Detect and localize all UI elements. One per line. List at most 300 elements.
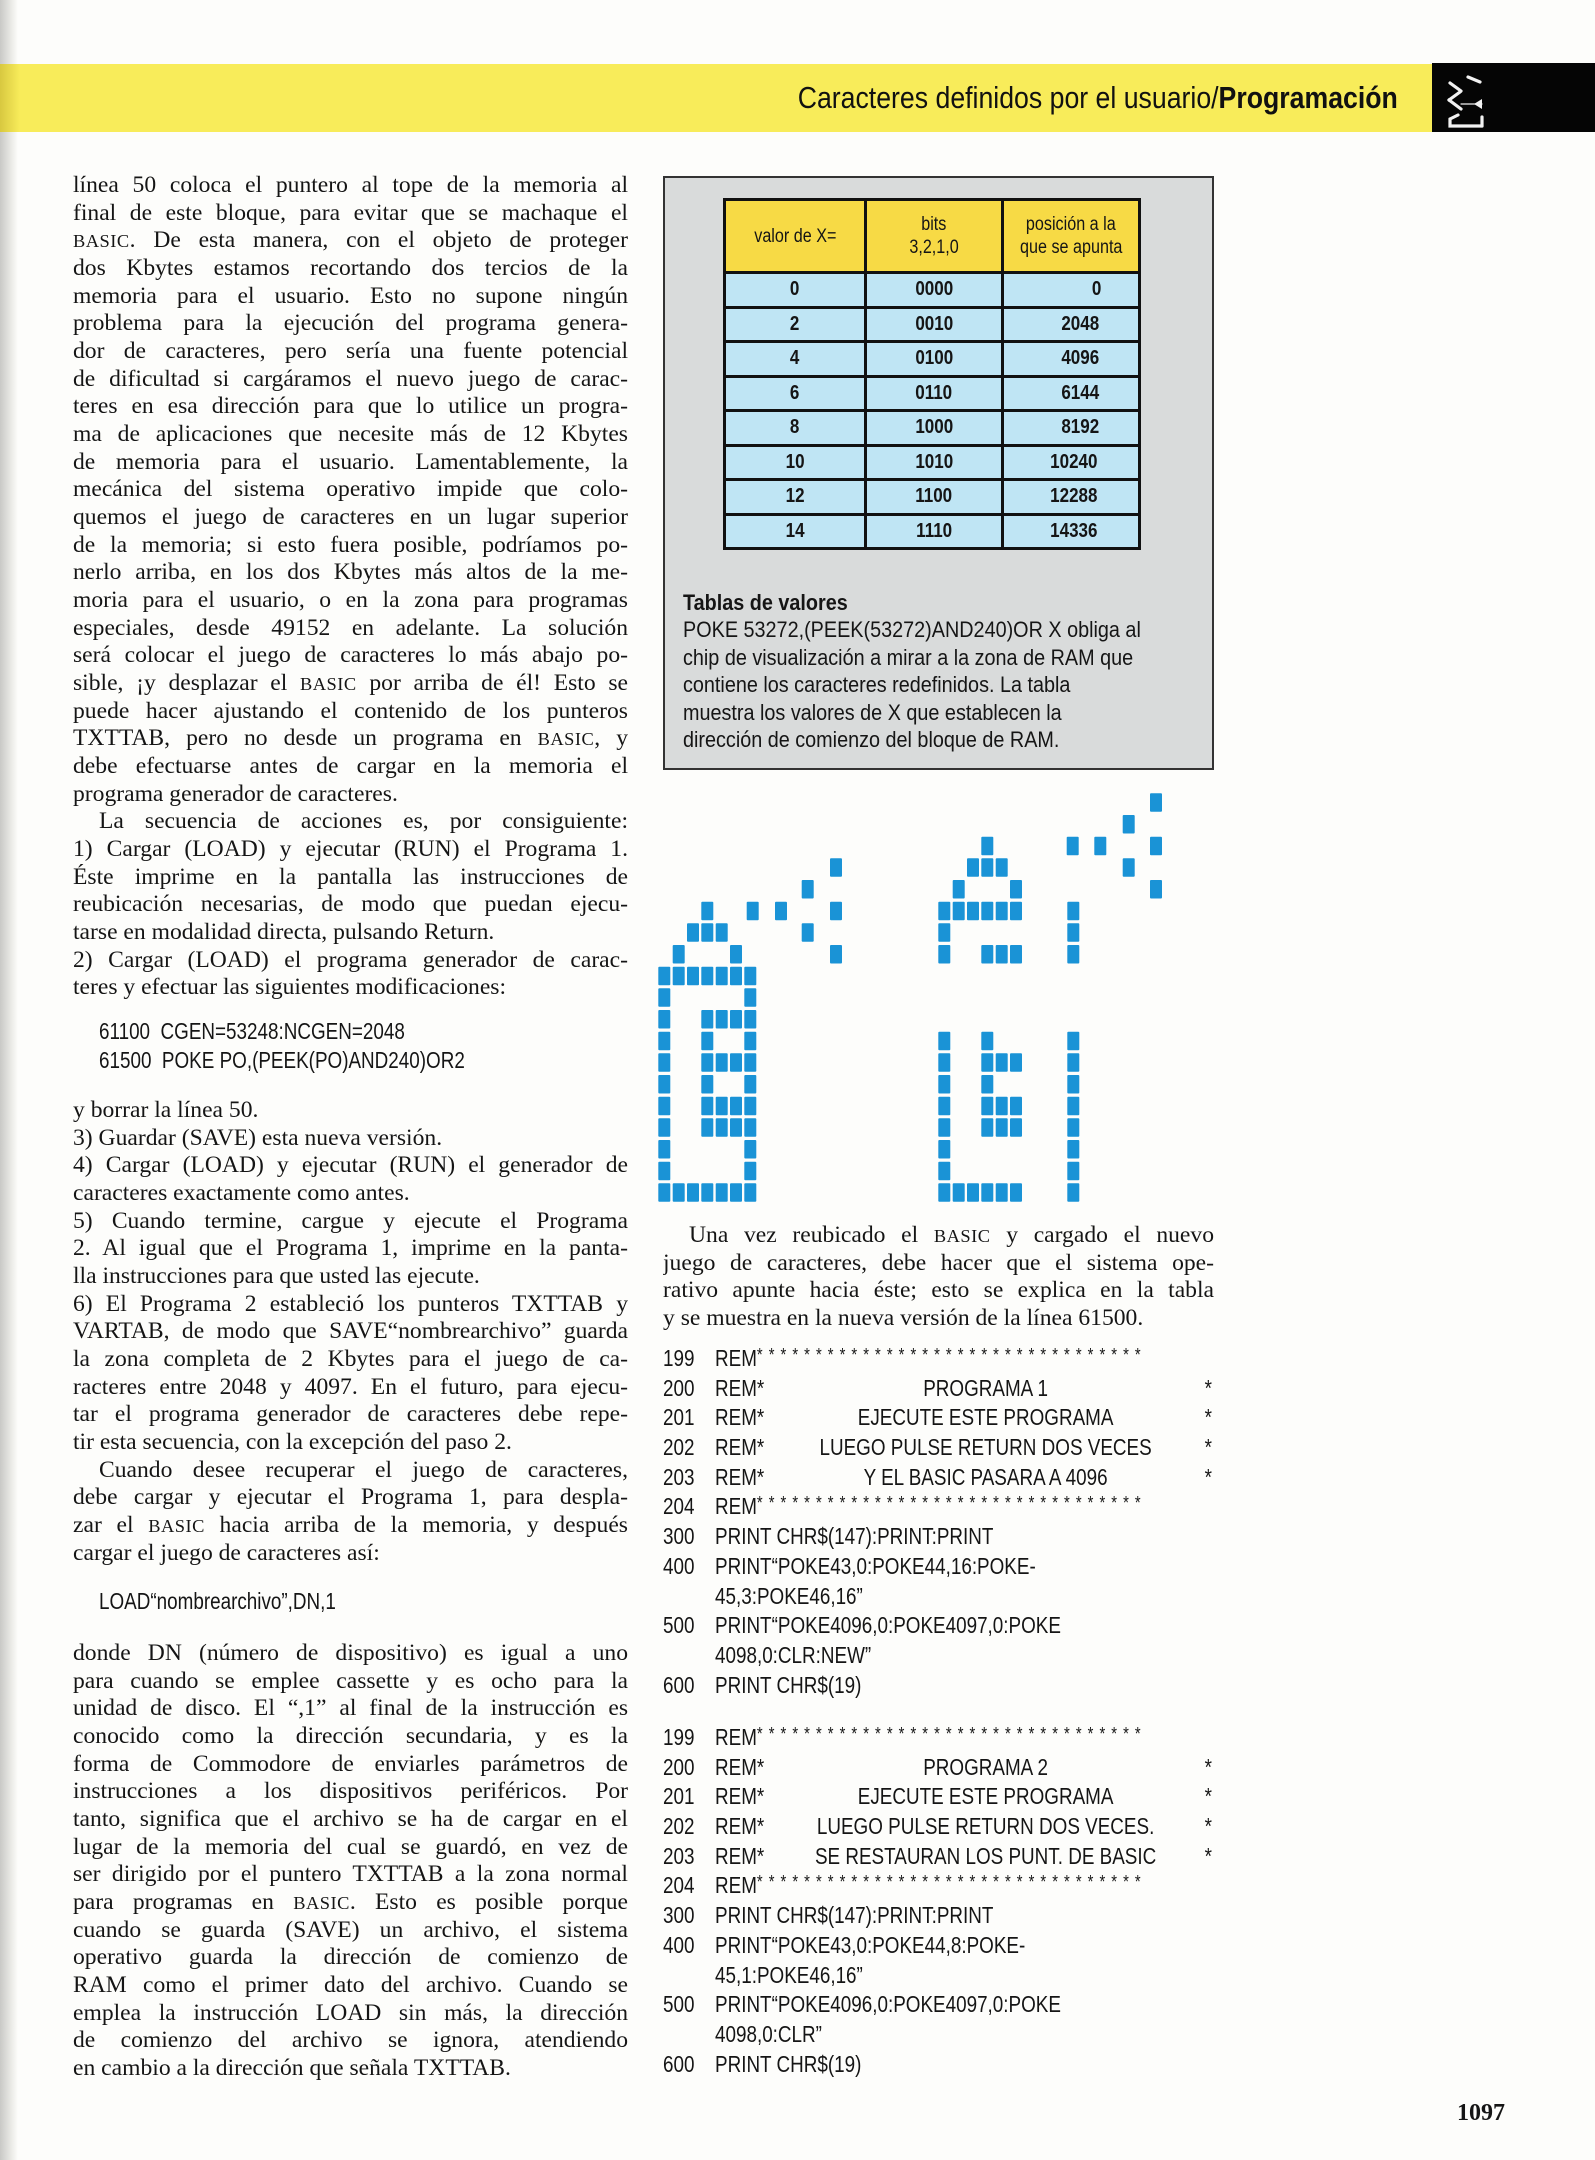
can-pixel	[687, 1183, 699, 1202]
line-number: 500	[663, 1991, 695, 2018]
text-line: La secuencia de acciones es, por consiguiente:	[99, 808, 628, 835]
code-body	[715, 1492, 1212, 1522]
text-line: en cambio a la dirección que señala TXTTAB.	[73, 2055, 511, 2082]
table-header-row	[725, 200, 1140, 273]
rem-keyword: REM	[715, 1872, 757, 1899]
can-pixel	[744, 1075, 756, 1094]
exploded-can-pixel	[1010, 945, 1022, 964]
exploded-can-pixel	[938, 1075, 950, 1094]
text-line: unidad de disco. El “,1” al final de la instrucción es	[73, 1695, 628, 1722]
position-cell	[1003, 480, 1140, 515]
rem-comment: PROGRAMA 1	[923, 1374, 1048, 1401]
asterisk-rule: *********************************	[756, 1345, 1147, 1365]
code-body	[715, 1403, 1212, 1433]
can-pixel	[744, 988, 756, 1007]
can-pixel	[730, 1010, 742, 1029]
text-line: TXTTAB, pero no desde un programa en BASIC, y	[73, 725, 628, 752]
text-line: RAM como el primer dato del archivo. Cuando se	[73, 1972, 628, 1999]
code-line	[663, 1931, 1214, 1961]
exploded-can-pixel	[996, 945, 1008, 964]
code-body	[715, 1782, 1212, 1812]
exploded-can-pixel	[1067, 1162, 1079, 1181]
header-text: valor de X=	[753, 225, 837, 247]
can-pixel	[716, 1010, 728, 1029]
exploded-can-pixel	[981, 902, 993, 921]
text-line: lugar de la memoria del cual se guardó, en vez de	[73, 1833, 628, 1860]
exploded-can-pixel	[938, 1097, 950, 1116]
line-number: 500	[663, 1612, 695, 1639]
table-row	[725, 307, 1140, 342]
can-pixel	[687, 923, 699, 942]
exploded-can-pixel	[1067, 902, 1079, 921]
bits-cell	[866, 342, 1003, 377]
exploded-can-pixel	[981, 1075, 993, 1094]
can-pixel	[716, 1183, 728, 1202]
page-number: 1097	[1457, 2100, 1505, 2126]
header-section: Caracteres definidos por el usuario/	[797, 80, 1219, 115]
cell-text: 14336	[1050, 519, 1098, 542]
text-line: 1) Cargar (LOAD) y ejecutar (RUN) el Programa 1.	[73, 836, 628, 863]
exploded-can-pixel	[981, 858, 993, 877]
text-line: emplea la instrucción LOAD sin más, la dirección	[73, 1999, 628, 2026]
spray-pixel	[1150, 837, 1162, 856]
cell-text: 10240	[1050, 450, 1098, 473]
text-line: 4) Cargar (LOAD) y ejecutar (RUN) el generador de	[73, 1152, 628, 1179]
spray-pixel	[747, 902, 759, 921]
spray-pixel	[830, 945, 842, 964]
exploded-can-pixel	[953, 1183, 965, 1202]
exploded-can-pixel	[1010, 1053, 1022, 1072]
left-column-text-a	[73, 172, 628, 1002]
text-line: tar el programa generador de caracteres debe repe-	[73, 1401, 628, 1428]
program-2-listing	[663, 1723, 1214, 2079]
can-pixel	[730, 1097, 742, 1116]
table-row	[725, 342, 1140, 377]
text-line: memoria para el usuario. Esto no supone ningún	[73, 282, 628, 309]
exploded-can-pixel	[996, 858, 1008, 877]
cell-text: 1000	[915, 416, 953, 439]
spray-pixel	[1150, 793, 1162, 812]
rem-keyword: REM*	[715, 1434, 765, 1461]
can-pixel	[701, 967, 713, 986]
exploded-can-pixel	[1010, 1097, 1022, 1116]
text-line: moria para el usuario, o en la zona para programas	[73, 587, 628, 614]
x-value-cell	[725, 342, 866, 377]
rem-border: *	[1204, 1463, 1212, 1490]
rem-keyword: REM	[715, 1724, 757, 1750]
code-body	[715, 1433, 1212, 1463]
spray-pixel	[1123, 858, 1135, 877]
exploded-can-pixel	[938, 1183, 950, 1202]
text-line: tanto, significa que el archivo se ha de cargar en el	[73, 1806, 628, 1833]
rem-border: *	[1204, 1783, 1212, 1810]
spray-pixel	[1094, 837, 1106, 856]
table-row	[725, 445, 1140, 480]
text-line: 2) Cargar (LOAD) el programa generador de carac-	[73, 946, 628, 973]
can-pixel	[701, 902, 713, 921]
code-body	[715, 1990, 1212, 2020]
code-body	[715, 1931, 1212, 1961]
header-band-edge	[0, 64, 20, 132]
table-row	[725, 514, 1140, 549]
caption-line: chip de visualización a mirar a la zona de RAM que	[683, 644, 1134, 670]
line-number: 400	[663, 1552, 695, 1579]
rem-border: *	[1204, 1753, 1212, 1780]
caption-line: contiene los caracteres redefinidos. La tabla	[683, 672, 1071, 698]
values-table-box	[663, 176, 1214, 770]
caption-title: Tablas de valores	[683, 590, 848, 615]
load-command: LOAD“nombrearchivo”,DN,1	[99, 1588, 336, 1614]
rem-border: *	[1204, 1374, 1212, 1401]
text-line: zar el BASIC hacia arriba de la memoria, y después	[73, 1512, 628, 1539]
text-line: dor de caracteres, pero sería una fuente potencial	[73, 338, 628, 365]
text-line: conocido como la dirección secundaria, y es la	[73, 1723, 628, 1750]
text-line: forma de Commodore de enviarles parámetros de	[73, 1750, 628, 1777]
program-1-listing	[663, 1344, 1214, 1700]
spray-pixel	[1067, 837, 1079, 856]
can-pixel	[701, 1118, 713, 1137]
can-pixel	[701, 923, 713, 942]
exploded-can-pixel	[996, 1053, 1008, 1072]
text-line: la zona completa de 2 Kbytes para el juego de ca-	[73, 1346, 628, 1373]
bits-cell	[866, 445, 1003, 480]
text-line: reubicación necesarias, de modo que puedan ejecu-	[73, 891, 628, 918]
x-value-cell	[725, 376, 866, 411]
can-pixel	[730, 945, 742, 964]
cell-text: 12288	[1050, 485, 1098, 508]
line-number: 300	[663, 1902, 695, 1929]
line-number: 400	[663, 1931, 695, 1958]
code-line	[663, 1552, 1214, 1582]
code-line	[663, 1374, 1214, 1404]
code-body	[715, 1641, 1212, 1671]
header-text: que se apunta	[1019, 237, 1123, 258]
exploded-can-pixel	[967, 858, 979, 877]
can-pixel	[701, 1010, 713, 1029]
cell-text: 8	[790, 416, 800, 439]
text-line: lla instrucciones para que usted las ejecute.	[73, 1263, 480, 1290]
text-line: Una vez reubicado el BASIC y cargado el nuevo	[689, 1222, 1214, 1248]
can-pixel	[701, 1183, 713, 1202]
code-line	[663, 2020, 1214, 2050]
text-line: puede hacer ajustando el contenido de los punteros	[73, 697, 628, 724]
code-line	[663, 1842, 1214, 1872]
can-pixel	[730, 1118, 742, 1137]
code-line	[663, 1723, 1214, 1753]
code-body	[715, 1812, 1212, 1842]
header-text: posición a la	[1026, 214, 1116, 235]
rem-border: *	[1204, 1842, 1212, 1869]
text-line: y se muestra en la nueva versión de la línea 61500.	[663, 1305, 1144, 1332]
code-body	[715, 1611, 1212, 1641]
exploded-can-pixel	[967, 1183, 979, 1202]
exploded-can-pixel	[1067, 945, 1079, 964]
code-text: 4098,0:CLR”	[715, 2020, 822, 2047]
cell-text: 14	[785, 519, 805, 542]
text-line: ser dirigido por el puntero TXTTAB a la zona normal	[73, 1861, 628, 1888]
text-line: de dificultad si cargáramos el nuevo juego de carac-	[73, 365, 628, 392]
can-pixel	[744, 1053, 756, 1072]
line-number: 203	[663, 1842, 695, 1869]
text-line: BASIC. De esta manera, con el objeto de proteger	[73, 227, 628, 254]
spray-pixel	[775, 902, 787, 921]
rem-keyword: REM*	[715, 1374, 765, 1401]
exploded-can-pixel	[981, 1118, 993, 1137]
cell-text: 0110	[915, 381, 953, 404]
code-text: POKE PO,(PEEK(PO)AND240)OR2	[161, 1047, 465, 1073]
bits-cell	[866, 273, 1003, 308]
can-pixel	[716, 923, 728, 942]
rem-border: *	[1204, 1434, 1212, 1461]
position-cell	[1003, 514, 1140, 549]
values-table	[723, 198, 1141, 550]
exploded-can-pixel	[1067, 1118, 1079, 1137]
spray-pixel	[802, 880, 814, 899]
can-pixel	[716, 1118, 728, 1137]
cell-text: 8192	[1060, 416, 1099, 439]
code-line	[663, 1671, 1214, 1701]
exploded-can-pixel	[938, 1118, 950, 1137]
code-line-61500	[99, 1047, 465, 1074]
code-body	[715, 1582, 1212, 1612]
position-cell	[1003, 376, 1140, 411]
cell-text: 4096	[1060, 347, 1099, 370]
exploded-can-pixel	[1067, 1053, 1079, 1072]
rem-border: *	[1204, 1404, 1212, 1431]
cell-text: 6	[790, 381, 800, 404]
code-line	[663, 1753, 1214, 1783]
exploded-can-pixel	[938, 945, 950, 964]
code-line	[663, 1463, 1214, 1493]
rem-keyword: REM	[715, 1493, 757, 1520]
text-line: de memoria para el usuario. Lamentablemente, la	[73, 448, 628, 475]
can-pixel	[701, 1053, 713, 1072]
rem-keyword: REM*	[715, 1813, 765, 1840]
code-body	[715, 2050, 1212, 2080]
exploded-can-pixel	[981, 945, 993, 964]
can-pixel	[744, 1118, 756, 1137]
line-number: 202	[663, 1434, 695, 1461]
table-row	[725, 411, 1140, 446]
code-text: 45,3:POKE46,16”	[715, 1582, 863, 1609]
text-line: operativo guarda la dirección de comienzo de	[73, 1944, 628, 1971]
can-pixel	[658, 988, 670, 1007]
code-body	[715, 1842, 1212, 1872]
left-column-text-d	[73, 1640, 628, 2083]
exploded-can-pixel	[1067, 1032, 1079, 1051]
text-line: debe efectuarse antes de cargar en la memoria el	[73, 753, 628, 780]
cell-text: 0100	[915, 347, 953, 370]
cell-text: 12	[785, 485, 805, 508]
x-value-cell	[725, 514, 866, 549]
can-pixel	[673, 1183, 685, 1202]
code-line	[663, 1433, 1214, 1463]
exploded-can-pixel	[981, 1097, 993, 1116]
code-line	[663, 1641, 1214, 1671]
rem-comment: EJECUTE ESTE PROGRAMA	[857, 1783, 1114, 1810]
header-text: 3,2,1,0	[909, 237, 959, 258]
exploded-can-pixel	[1010, 1183, 1022, 1202]
exploded-can-pixel	[1010, 1118, 1022, 1137]
text-line: de comienzo del archivo se ignora, atendiendo	[73, 2027, 628, 2054]
rem-keyword: REM	[715, 1345, 757, 1371]
exploded-can-pixel	[1010, 880, 1022, 899]
cell-text: 10	[785, 450, 805, 473]
bits-cell	[866, 411, 1003, 446]
exploded-can-pixel	[1067, 1140, 1079, 1159]
code-body	[715, 1463, 1212, 1493]
exploded-can-pixel	[981, 837, 993, 856]
text-line: línea 50 coloca el puntero al tope de la memoria al	[73, 172, 628, 198]
code-text: PRINT“POKE4096,0:POKE4097,0:POKE	[715, 1612, 1061, 1639]
cell-text: 2048	[1060, 312, 1099, 335]
bits-cell	[866, 514, 1003, 549]
can-pixel	[658, 1183, 670, 1202]
table-row	[725, 480, 1140, 515]
can-pixel	[701, 1075, 713, 1094]
rem-keyword: REM*	[715, 1842, 765, 1869]
code-text: PRINT CHR$(19)	[715, 2050, 862, 2077]
text-line: cargar el juego de caracteres así:	[73, 1539, 380, 1566]
can-pixel	[658, 1162, 670, 1181]
code-line	[663, 1871, 1214, 1901]
caption-line: POKE 53272,(PEEK(53272)AND240)OR X obliga al	[683, 617, 1141, 643]
exploded-can-pixel	[996, 1097, 1008, 1116]
position-cell	[1003, 273, 1140, 308]
text-line: mecánica del sistema operativo impide que colo-	[73, 476, 628, 503]
line-number: 203	[663, 1463, 695, 1490]
text-line: cuando se guarda (SAVE) un archivo, el sistema	[73, 1916, 628, 1943]
text-line: y borrar la línea 50.	[73, 1097, 259, 1123]
can-pixel	[744, 1032, 756, 1051]
code-line	[663, 1611, 1214, 1641]
rem-comment: EJECUTE ESTE PROGRAMA	[857, 1404, 1114, 1431]
header-x-value	[725, 200, 866, 273]
code-line	[663, 2050, 1214, 2080]
exploded-can-pixel	[938, 1162, 950, 1181]
running-header	[798, 78, 1398, 118]
rem-keyword: REM*	[715, 1783, 765, 1810]
code-line	[663, 1403, 1214, 1433]
rem-comment: SE RESTAURAN LOS PUNT. DE BASIC	[814, 1842, 1157, 1869]
can-pixel	[744, 1097, 756, 1116]
x-value-cell	[725, 273, 866, 308]
exploded-can-pixel	[953, 880, 965, 899]
exploded-can-pixel	[996, 1183, 1008, 1202]
text-line: juego de caracteres, debe hacer que el sistema ope-	[663, 1249, 1214, 1276]
text-line: instrucciones a los dispositivos periféricos. Por	[73, 1778, 628, 1805]
exploded-can-pixel	[938, 1140, 950, 1159]
spray-pixel	[1123, 815, 1135, 834]
can-pixel	[730, 1053, 742, 1072]
code-text: 45,1:POKE46,16”	[715, 1961, 863, 1988]
header-position	[1003, 200, 1140, 273]
right-column-text	[663, 1222, 1214, 1333]
text-line: donde DN (número de dispositivo) es igual a uno	[73, 1640, 628, 1666]
line-number: 199	[663, 1345, 695, 1371]
code-text: CGEN=53248:NCGEN=2048	[160, 1018, 405, 1044]
text-line: teres en esa dirección para que lo utilice un progra-	[73, 393, 628, 420]
line-number: 201	[663, 1783, 695, 1810]
text-line: problema para la ejecución del programa genera-	[73, 310, 628, 337]
x-value-cell	[725, 480, 866, 515]
text-line: VARTAB, de modo que SAVE“nombrearchivo” guarda	[73, 1318, 628, 1345]
text-line: sible, ¡y desplazar el BASIC por arriba de él! Esto se	[73, 670, 628, 697]
page-binding-edge	[0, 0, 18, 2160]
text-line: caracteres exactamente como antes.	[73, 1180, 410, 1207]
text-line: programa generador de caracteres.	[73, 780, 398, 807]
code-body	[715, 1753, 1212, 1783]
text-line: final de este bloque, para evitar que se machaque el	[73, 199, 628, 226]
spray-can-pixel-illustration	[650, 780, 1380, 1220]
line-number: 201	[663, 1404, 695, 1431]
rem-keyword: REM*	[715, 1753, 765, 1780]
can-pixel	[716, 1097, 728, 1116]
exploded-can-pixel	[1067, 1075, 1079, 1094]
code-line	[663, 1901, 1214, 1931]
spray-pixel	[1150, 880, 1162, 899]
caption-line: dirección de comienzo del bloque de RAM.	[683, 727, 1060, 753]
bits-cell	[866, 480, 1003, 515]
left-column-text-c	[73, 1097, 628, 1567]
asterisk-rule: *********************************	[756, 1724, 1147, 1744]
code-text: PRINT CHR$(147):PRINT:PRINT	[715, 1523, 994, 1550]
cell-text: 1110	[916, 519, 952, 542]
position-cell	[1003, 342, 1140, 377]
rem-keyword: REM*	[715, 1404, 765, 1431]
bits-cell	[866, 376, 1003, 411]
exploded-can-pixel	[1067, 1097, 1079, 1116]
line-number: 204	[663, 1493, 695, 1520]
rem-comment: LUEGO PULSE RETURN DOS VECES	[819, 1434, 1152, 1461]
exploded-can-pixel	[938, 923, 950, 942]
line-number: 300	[663, 1523, 695, 1550]
line-number: 204	[663, 1872, 695, 1899]
code-line	[663, 1990, 1214, 2020]
cell-text: 0	[1091, 278, 1102, 301]
code-line	[663, 1782, 1214, 1812]
text-line: debe cargar y ejecutar el Programa 1, para despla-	[73, 1484, 628, 1511]
can-pixel	[658, 1140, 670, 1159]
cell-text: 1100	[915, 485, 953, 508]
text-line: 2. Al igual que el Programa 1, imprime en la panta-	[73, 1235, 628, 1262]
exploded-can-pixel	[981, 1053, 993, 1072]
exploded-can-pixel	[996, 1118, 1008, 1137]
line-number: 600	[663, 1671, 695, 1698]
can-pixel	[701, 1097, 713, 1116]
can-pixel	[687, 967, 699, 986]
code-body	[715, 1552, 1212, 1582]
code-body	[715, 1671, 1212, 1701]
code-body	[715, 2020, 1212, 2050]
code-body	[715, 1344, 1212, 1374]
code-body	[715, 1901, 1212, 1931]
header-category: Programación	[1218, 80, 1398, 115]
cell-text: 4	[790, 347, 800, 370]
cell-text: 1010	[915, 450, 953, 473]
table-row	[725, 376, 1140, 411]
code-line	[663, 1582, 1214, 1612]
spray-pixel	[830, 858, 842, 877]
code-body	[715, 1871, 1212, 1901]
code-text: PRINT CHR$(147):PRINT:PRINT	[715, 1902, 994, 1929]
exploded-can-pixel	[1067, 1183, 1079, 1202]
can-pixel	[730, 967, 742, 986]
text-line: dos Kbytes estamos recortando dos tercios de la	[73, 255, 628, 282]
header-bits	[866, 200, 1003, 273]
can-pixel	[744, 967, 756, 986]
code-body	[715, 1522, 1212, 1552]
